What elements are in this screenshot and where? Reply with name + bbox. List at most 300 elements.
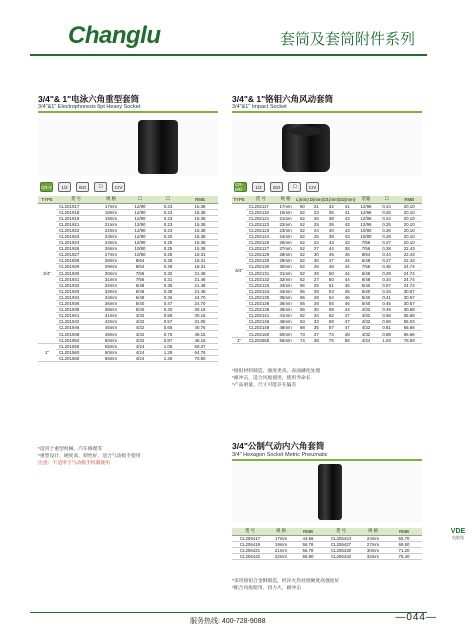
- table-cell: CL201934: [56, 294, 96, 300]
- table-cell: 1.29: [154, 349, 182, 355]
- table-cell: 56.78: [294, 547, 322, 553]
- spec-badge: CrV: [112, 182, 125, 192]
- table-cell: 43: [323, 240, 339, 246]
- column-header: 货 号: [232, 528, 268, 535]
- table-cell: CL201560: [56, 349, 96, 355]
- table-cell: CL202132: [246, 276, 276, 282]
- spec-badge: ☐: [94, 182, 107, 192]
- table-cell: CL201929: [56, 264, 96, 270]
- table-cell: CL206422: [232, 553, 268, 559]
- table-cell: 21.48: [182, 282, 218, 288]
- table-cell: CL201926: [56, 246, 96, 252]
- table-cell: 15.38: [182, 203, 218, 209]
- spec-badge: ISO: [270, 182, 283, 192]
- table-cell: 48: [339, 331, 355, 337]
- pneumatic-product-photo: [232, 462, 422, 522]
- column-header: TYPE: [233, 196, 245, 202]
- table-cell: 0.29: [377, 270, 397, 276]
- table-cell: 70.60: [182, 355, 218, 361]
- table-cell: 66.66: [396, 331, 422, 337]
- table-cell: 0.34: [377, 276, 397, 282]
- left-product-photo: [38, 116, 218, 176]
- table-cell: 30mm: [276, 264, 296, 270]
- right-badges: [234, 182, 319, 192]
- table-cell: 73: [295, 331, 309, 337]
- right-product-photo: [232, 116, 422, 176]
- table-cell: 56: [295, 282, 309, 288]
- table-cell: 12/90: [126, 203, 154, 209]
- table-cell: 17mm: [276, 203, 296, 209]
- table-cell: 15.38: [182, 209, 218, 215]
- table-cell: 38: [323, 215, 339, 221]
- table-cell: CL202135: [246, 294, 276, 300]
- table-cell: 0.31: [154, 276, 182, 282]
- table-cell: 30.16: [182, 313, 218, 319]
- table-cell: 0.68: [377, 319, 397, 325]
- table-cell: 24.74: [396, 276, 422, 282]
- table-cell: 71.20: [386, 547, 422, 553]
- table-cell: CL202148: [246, 325, 276, 331]
- table-cell: 36.68: [396, 313, 422, 319]
- table-cell: 38: [309, 337, 323, 343]
- table-cell: 6/48: [126, 294, 154, 300]
- table-cell: 27mm: [276, 246, 296, 252]
- table-cell: CL202136: [246, 301, 276, 307]
- table-cell: 18.31: [182, 252, 218, 258]
- spec-badge: CR-MO: [234, 182, 247, 192]
- table-cell: 0.36: [154, 294, 182, 300]
- left-section-title: 3/4"& 1"电泳六角重型套筒: [38, 94, 140, 104]
- pneumatic-note-1: *采用铬钼合金钢锻造，经淬火热处理硬度高强度好: [232, 579, 340, 584]
- table-cell: 17mm: [96, 203, 126, 209]
- table-cell: 52: [295, 221, 309, 227]
- table-cell: 7/56: [355, 240, 377, 246]
- table-cell: 8/64: [126, 258, 154, 264]
- table-cell: 0.87: [154, 337, 182, 343]
- table-cell: 45: [339, 288, 355, 294]
- table-cell: 24mm: [360, 535, 386, 541]
- table-cell: 15.38: [182, 221, 218, 227]
- column-header: RMB: [294, 528, 322, 535]
- table-cell: 55.03: [396, 319, 422, 325]
- table-cell: 43: [339, 215, 355, 221]
- table-cell: 65mm: [96, 355, 126, 361]
- table-cell: 24.70: [182, 301, 218, 307]
- table-cell: 35mm: [276, 294, 296, 300]
- table-cell: 10/80: [126, 246, 154, 252]
- table-cell: 30.16: [182, 307, 218, 313]
- table-cell: 39: [323, 221, 339, 227]
- page-title: 套筒及套筒附件系列: [279, 30, 415, 48]
- table-cell: 20.10: [396, 221, 422, 227]
- table-row: [232, 553, 422, 559]
- table-cell: 12/96: [355, 203, 377, 209]
- table-cell: 10/80: [355, 227, 377, 233]
- table-cell: 50.37: [182, 343, 218, 349]
- table-cell: 52: [295, 240, 309, 246]
- column-header: ☐: [377, 196, 397, 203]
- table-cell: 55mm: [276, 337, 296, 343]
- table-cell: 46mm: [276, 319, 296, 325]
- table-cell: 12/90: [126, 240, 154, 246]
- table-cell: 21.48: [182, 288, 218, 294]
- table-cell: 62: [295, 313, 309, 319]
- table-cell: 20.10: [396, 233, 422, 239]
- table-cell: 5/40: [355, 301, 377, 307]
- table-cell: 22.43: [396, 258, 422, 264]
- table-cell: 22: [309, 240, 323, 246]
- type-cell: 1": [38, 343, 56, 361]
- table-cell: 27: [309, 276, 323, 282]
- table-cell: 43: [339, 227, 355, 233]
- table-cell: CL202131: [246, 270, 276, 276]
- table-cell: 54: [323, 294, 339, 300]
- table-cell: 69.50: [386, 541, 422, 547]
- table-cell: 50: [323, 270, 339, 276]
- table-cell: 0.23: [154, 227, 182, 233]
- table-cell: 25: [309, 264, 323, 270]
- table-cell: 31mm: [96, 276, 126, 282]
- table-cell: CL206432: [322, 553, 360, 559]
- table-cell: 31.05: [182, 319, 218, 325]
- table-cell: CL201936: [56, 301, 96, 307]
- table-cell: 34: [309, 313, 323, 319]
- table-cell: 34mm: [96, 294, 126, 300]
- table-cell: CL202124: [246, 233, 276, 239]
- table-cell: 74: [295, 337, 309, 343]
- table-cell: 23mm: [96, 233, 126, 239]
- table-cell: 56.78: [294, 541, 322, 547]
- table-cell: 22mm: [268, 553, 294, 559]
- table-cell: 60mm: [96, 349, 126, 355]
- table-cell: CL202122: [246, 221, 276, 227]
- footer-hotline: 服务热线: 400-728-9088: [190, 618, 266, 625]
- table-cell: CL202150: [246, 331, 276, 337]
- table-cell: 27mm: [360, 541, 386, 547]
- table-cell: 0.41: [377, 294, 397, 300]
- table-cell: 47: [339, 325, 355, 331]
- left-note-2: *重型设计、硬度高、韧性好，适合气动扳手使用: [38, 454, 141, 459]
- table-cell: 0.23: [154, 209, 182, 215]
- table-cell: 32mm: [360, 553, 386, 559]
- table-cell: 4/24: [126, 355, 154, 361]
- right-note-2: *耐冲击，适合风炮使用，使用寿命长: [232, 376, 311, 381]
- table-cell: 18mm: [96, 209, 126, 215]
- table-cell: 44: [323, 246, 339, 252]
- table-cell: 0.66: [154, 325, 182, 331]
- table-cell: 0.23: [154, 221, 182, 227]
- table-cell: 32mm: [96, 282, 126, 288]
- table-cell: 0.75: [154, 331, 182, 337]
- table-cell: 24: [309, 227, 323, 233]
- table-cell: 56: [295, 307, 309, 313]
- table-cell: 15.38: [182, 233, 218, 239]
- left-section-bar: [38, 111, 218, 113]
- table-cell: 43: [339, 221, 355, 227]
- column-header: TYPE: [38, 196, 56, 203]
- table-cell: CL202141: [246, 313, 276, 319]
- table-cell: 20.10: [396, 227, 422, 233]
- table-cell: 19mm: [276, 209, 296, 215]
- pneumatic-section-bar: [232, 459, 422, 461]
- table-cell: 0.24: [377, 215, 397, 221]
- type-cell: 3/4": [38, 203, 56, 343]
- table-cell: CL206430: [322, 547, 360, 553]
- table-cell: 50: [323, 276, 339, 282]
- table-cell: CL206419: [232, 541, 268, 547]
- table-cell: 33mm: [96, 288, 126, 294]
- table-cell: 48mm: [276, 325, 296, 331]
- table-cell: 30.68: [396, 307, 422, 313]
- table-cell: 6/48: [355, 276, 377, 282]
- table-cell: 24mm: [276, 233, 296, 239]
- pneumatic-section-subtitle: 3/4" Hexagon Socket Metric Pneumatic: [232, 452, 328, 458]
- table-cell: 15.38: [182, 246, 218, 252]
- table-cell: 44: [339, 307, 355, 313]
- table-cell: CL201946: [56, 325, 96, 331]
- table-cell: 25: [309, 233, 323, 239]
- table-cell: 0.25: [377, 221, 397, 227]
- column-header: ☐: [154, 196, 182, 203]
- table-cell: 28: [309, 301, 323, 307]
- table-cell: 0.45: [377, 301, 397, 307]
- table-cell: 22.43: [396, 252, 422, 258]
- table-cell: 0.34: [377, 288, 397, 294]
- table-cell: 12/90: [126, 233, 154, 239]
- table-cell: 56: [295, 301, 309, 307]
- table-cell: 48.15: [182, 337, 218, 343]
- table-cell: 55: [323, 301, 339, 307]
- table-cell: 0.44: [377, 252, 397, 258]
- table-cell: 4/32: [126, 319, 154, 325]
- column-header: L(mm): [296, 196, 309, 202]
- table-cell: 40.76: [182, 325, 218, 331]
- table-cell: CL202134: [246, 288, 276, 294]
- table-cell: 22.43: [396, 246, 422, 252]
- column-header: 规 格: [96, 196, 126, 203]
- table-cell: 21mm: [268, 547, 294, 553]
- table-cell: CL202123: [246, 227, 276, 233]
- table-cell: 0.35: [154, 282, 182, 288]
- heavy-socket-image: [138, 120, 178, 174]
- table-cell: 47: [339, 313, 355, 319]
- right-notes: [232, 368, 320, 389]
- table-cell: 0.25: [154, 240, 182, 246]
- table-cell: 0.28: [377, 246, 397, 252]
- column-header: D2(mm): [339, 196, 356, 202]
- table-cell: 21mm: [276, 215, 296, 221]
- table-cell: 35: [323, 209, 339, 215]
- table-cell: 52: [295, 233, 309, 239]
- table-cell: 6/48: [355, 270, 377, 276]
- column-header: 货 号: [322, 528, 360, 535]
- page-header: [0, 0, 475, 56]
- left-note-warning: 注意：不适用于气动扳手机器使用: [38, 461, 110, 466]
- table-cell: CL201950: [56, 337, 96, 343]
- table-cell: CL202146: [246, 319, 276, 325]
- table-cell: 73: [323, 331, 339, 337]
- table-cell: 75: [323, 337, 339, 343]
- spec-badge: CR-V: [40, 182, 53, 192]
- table-cell: 36mm: [276, 301, 296, 307]
- table-cell: 44: [339, 270, 355, 276]
- table-cell: CL206417: [232, 535, 268, 541]
- table-cell: 12/90: [126, 209, 154, 215]
- page-number: —044—: [395, 612, 437, 623]
- right-spec-table: [232, 196, 422, 344]
- table-cell: CL201938: [56, 307, 96, 313]
- type-cell: 1": [232, 337, 246, 343]
- table-cell: 0.28: [154, 258, 182, 264]
- table-cell: 30: [309, 258, 323, 264]
- table-cell: 36mm: [96, 301, 126, 307]
- impact-socket-top: [290, 126, 322, 136]
- table-cell: 23: [309, 209, 323, 215]
- table-cell: 30: [309, 252, 323, 258]
- table-cell: 39: [323, 233, 339, 239]
- table-cell: 41: [339, 209, 355, 215]
- table-cell: 4/32: [126, 325, 154, 331]
- table-cell: CL201931: [56, 276, 96, 282]
- table-cell: 56: [339, 337, 355, 343]
- table-cell: 44: [339, 264, 355, 270]
- table-cell: 21mm: [96, 221, 126, 227]
- page-footer: [0, 612, 475, 640]
- table-cell: 45: [339, 282, 355, 288]
- table-cell: 47: [323, 258, 339, 264]
- table-cell: 0.36: [377, 264, 397, 270]
- table-cell: 28mm: [276, 252, 296, 258]
- table-cell: 47: [339, 319, 355, 325]
- right-note-3: *产品重量、尺寸可能存在偏差: [232, 383, 297, 388]
- table-cell: 35: [309, 325, 323, 331]
- table-cell: 62: [323, 313, 339, 319]
- table-cell: 31mm: [276, 270, 296, 276]
- table-cell: 5/40: [126, 301, 154, 307]
- pneumatic-section-title: 3/4"公制气动内六角套筒: [232, 441, 325, 451]
- table-cell: 15.38: [182, 215, 218, 221]
- hex-socket-image: [318, 464, 342, 520]
- table-cell: 21: [309, 203, 323, 209]
- table-cell: 12/96: [355, 215, 377, 221]
- table-cell: CL201555: [56, 343, 96, 349]
- table-cell: 52: [295, 227, 309, 233]
- table-cell: 0.23: [154, 215, 182, 221]
- table-cell: 6/48: [126, 282, 154, 288]
- table-cell: 42mm: [96, 319, 126, 325]
- table-cell: 0.30: [154, 270, 182, 276]
- table-cell: 33mm: [276, 282, 296, 288]
- table-cell: 10/80: [355, 233, 377, 239]
- table-cell: 38mm: [276, 307, 296, 313]
- table-cell: 4/32: [355, 307, 377, 313]
- table-cell: 29mm: [96, 264, 126, 270]
- column-header: RMB: [386, 528, 422, 535]
- column-header: 装箱: [355, 196, 377, 203]
- table-cell: 28: [309, 288, 323, 294]
- table-cell: 19mm: [96, 215, 126, 221]
- table-cell: 27mm: [96, 252, 126, 258]
- right-section-bar: [232, 111, 422, 113]
- table-cell: 15.38: [182, 240, 218, 246]
- left-notes: [38, 446, 141, 467]
- table-cell: 30.57: [396, 294, 422, 300]
- table-cell: 0.49: [377, 307, 397, 313]
- table-cell: CL201919: [56, 215, 96, 221]
- table-cell: 7/56: [126, 270, 154, 276]
- table-cell: CL202126: [246, 240, 276, 246]
- table-cell: 29: [309, 294, 323, 300]
- spec-badge: 1/2: [58, 182, 71, 192]
- table-cell: 41mm: [276, 313, 296, 319]
- table-cell: 12/90: [126, 221, 154, 227]
- table-cell: 22mm: [276, 221, 296, 227]
- table-cell: CL202117: [246, 203, 276, 209]
- table-cell: 78.20: [386, 553, 422, 559]
- table-cell: 0.28: [154, 264, 182, 270]
- table-cell: 45: [339, 252, 355, 258]
- table-cell: 1.06: [154, 343, 182, 349]
- table-cell: 19mm: [268, 541, 294, 547]
- table-cell: CL202127: [246, 246, 276, 252]
- table-cell: 48.15: [182, 331, 218, 337]
- table-cell: CL202121: [246, 215, 276, 221]
- type-cell: 3/4": [232, 203, 246, 337]
- spec-badge: 1/2: [252, 182, 265, 192]
- left-badges: [40, 182, 125, 192]
- table-cell: 5/40: [355, 282, 377, 288]
- table-cell: 4/32: [126, 337, 154, 343]
- table-cell: CL201932: [56, 282, 96, 288]
- column-header: RMB: [182, 196, 218, 203]
- table-cell: 46: [339, 301, 355, 307]
- table-cell: 46mm: [96, 325, 126, 331]
- table-cell: 24.74: [396, 270, 422, 276]
- table-cell: 41mm: [96, 313, 126, 319]
- table-row: [232, 337, 422, 343]
- table-cell: 18.31: [182, 258, 218, 264]
- table-cell: 0.27: [377, 258, 397, 264]
- table-cell: 30: [309, 307, 323, 313]
- table-cell: 20.10: [396, 209, 422, 215]
- table-cell: 24mm: [96, 240, 126, 246]
- column-header: 规 格: [268, 528, 294, 535]
- table-cell: 23mm: [276, 227, 296, 233]
- table-cell: CL201933: [56, 288, 96, 294]
- table-cell: 15.38: [182, 227, 218, 233]
- table-cell: 52: [295, 276, 309, 282]
- table-cell: 65.70: [386, 535, 422, 541]
- table-cell: 48mm: [96, 331, 126, 337]
- table-cell: CL206421: [232, 547, 268, 553]
- table-cell: 52: [295, 209, 309, 215]
- table-cell: 17mm: [268, 535, 294, 541]
- table-cell: CL206424: [322, 535, 360, 541]
- spec-badge: ☐: [288, 182, 301, 192]
- table-cell: 43: [339, 233, 355, 239]
- table-cell: 44: [339, 258, 355, 264]
- table-cell: 30mm: [96, 270, 126, 276]
- table-cell: 41: [339, 203, 355, 209]
- table-cell: 56: [295, 294, 309, 300]
- left-spec-table: [38, 196, 218, 362]
- pneumatic-note-2: *配合风炮使用，扭力大，耐冲击: [232, 586, 302, 591]
- table-cell: 4/32: [355, 325, 377, 331]
- table-cell: 6/48: [126, 288, 154, 294]
- column-header: D1(mm): [323, 196, 340, 202]
- table-cell: CL201565: [56, 355, 96, 361]
- table-cell: 4/32: [355, 313, 377, 319]
